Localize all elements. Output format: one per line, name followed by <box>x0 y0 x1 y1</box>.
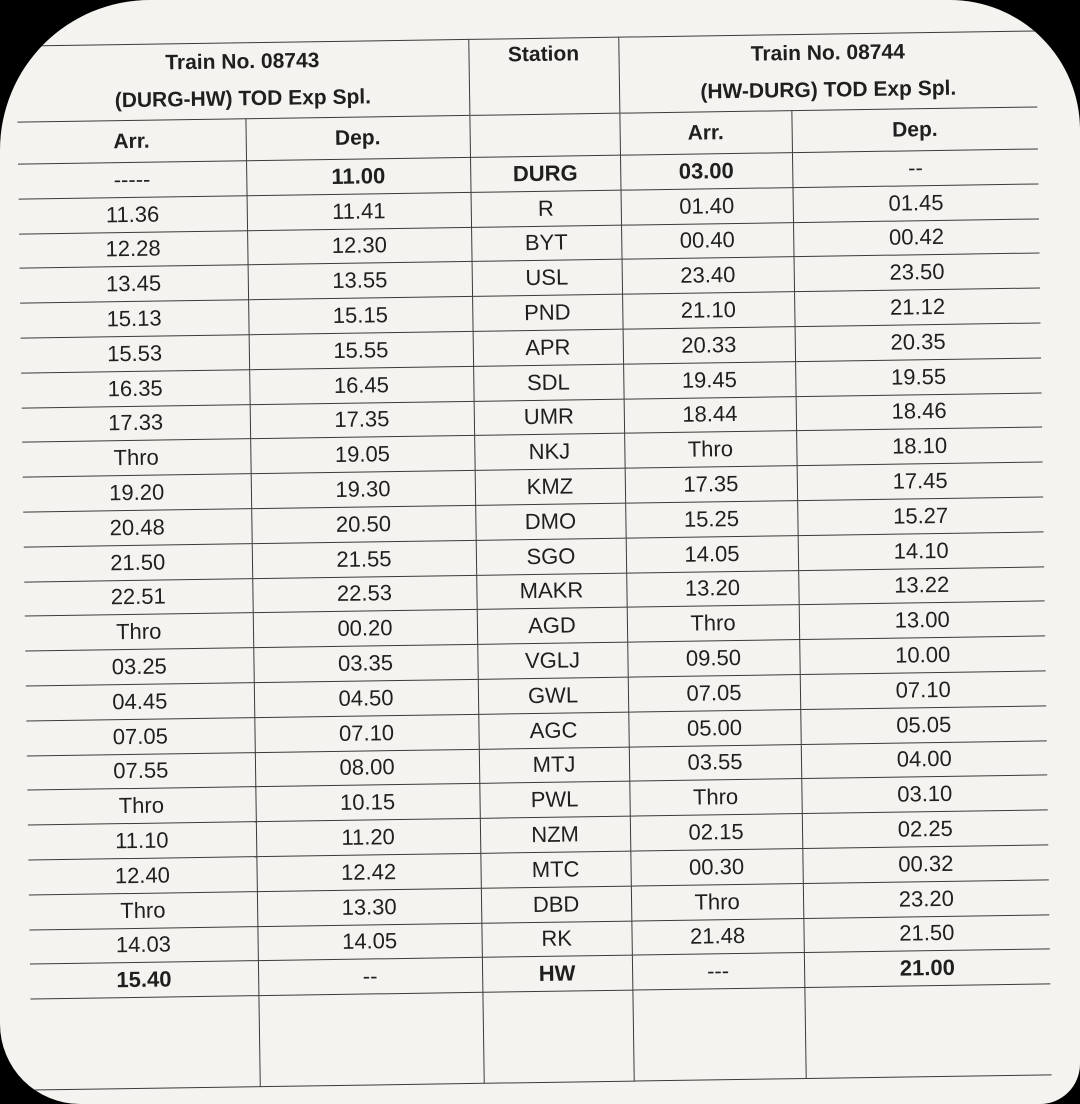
station-cell: NZM <box>480 816 630 853</box>
left-arr-cell: 11.10 <box>28 822 256 860</box>
right-arr-cell: 14.05 <box>626 535 798 572</box>
right-dep-cell: 14.10 <box>798 532 1045 570</box>
left-dep-cell: 15.55 <box>249 331 474 369</box>
left-arr-cell: 15.40 <box>30 961 258 999</box>
right-dep-cell: 21.50 <box>803 914 1050 952</box>
left-arr-cell: ----- <box>18 161 246 199</box>
left-train-route: (DURG-HW) TOD Exp Spl. <box>17 77 470 122</box>
station-cell: MTJ <box>479 747 629 784</box>
station-cell: SDL <box>473 364 623 401</box>
left-dep-cell: 20.50 <box>251 505 476 543</box>
station-cell: MTC <box>480 851 630 888</box>
timetable-sheet <box>16 30 1051 1090</box>
station-cell: BYT <box>471 225 621 262</box>
left-dep-cell: 10.15 <box>255 784 480 822</box>
left-arr-cell: 15.13 <box>20 300 248 338</box>
right-dep-cell: 23.20 <box>803 880 1050 918</box>
station-cell: AGC <box>478 712 628 749</box>
station-cell: PND <box>472 294 622 331</box>
timetable <box>16 30 1051 1090</box>
left-dep-cell: 04.50 <box>254 679 479 717</box>
right-dep-cell: 21.12 <box>794 288 1041 326</box>
station-cell: APR <box>473 329 623 366</box>
right-arr-cell: 13.20 <box>626 570 798 607</box>
station-cell: NKJ <box>474 434 624 471</box>
left-arr-cell: Thro <box>25 613 253 651</box>
station-column-header: Station <box>468 37 619 115</box>
left-dep-cell: 11.00 <box>246 157 471 195</box>
left-arr-cell: 17.33 <box>22 404 250 442</box>
station-cell: DBD <box>481 886 631 923</box>
left-dep-cell: -- <box>258 958 483 996</box>
timetable-body <box>18 149 1050 999</box>
right-arr-cell: 15.25 <box>625 501 797 538</box>
right-arr-cell: 18.44 <box>624 396 796 433</box>
left-dep-cell: 16.45 <box>249 366 474 404</box>
right-arr-cell: 23.40 <box>622 257 794 294</box>
right-dep-cell: 18.10 <box>796 427 1043 465</box>
right-dep-cell: 20.35 <box>795 323 1042 361</box>
left-arr-cell: 14.03 <box>29 926 257 964</box>
left-arr-cell: 07.05 <box>26 717 254 755</box>
right-arr-cell: 21.48 <box>631 918 803 955</box>
left-dep-cell: 22.53 <box>252 575 477 613</box>
left-dep-cell: 13.55 <box>248 262 473 300</box>
left-dep-header: Dep. <box>245 115 470 160</box>
station-cell: DURG <box>470 155 620 192</box>
right-arr-cell: 01.40 <box>621 187 793 224</box>
station-cell: VGLJ <box>477 642 627 679</box>
right-arr-cell: Thro <box>631 883 803 920</box>
station-cell: GWL <box>478 677 628 714</box>
right-dep-cell: 18.46 <box>796 393 1043 431</box>
station-cell: R <box>471 190 621 227</box>
right-dep-cell: 07.10 <box>800 671 1047 709</box>
station-cell: USL <box>472 260 622 297</box>
station-cell: SGO <box>476 538 626 575</box>
left-arr-cell: Thro <box>22 439 250 477</box>
blank-footer-row <box>30 984 1051 1090</box>
left-arr-cell: 12.40 <box>28 857 256 895</box>
right-dep-cell: 21.00 <box>804 949 1051 987</box>
left-dep-cell: 15.15 <box>248 297 473 335</box>
right-arr-cell: 03.55 <box>629 744 801 781</box>
right-arr-cell: 02.15 <box>630 814 802 851</box>
left-dep-cell: 03.35 <box>253 645 478 683</box>
station-cell: AGD <box>477 607 627 644</box>
right-arr-cell: 20.33 <box>623 327 795 364</box>
left-arr-cell: 11.36 <box>19 196 247 234</box>
left-arr-cell: 15.53 <box>21 335 249 373</box>
station-cell: PWL <box>479 781 629 818</box>
left-arr-header: Arr. <box>17 119 246 164</box>
right-dep-cell: 02.25 <box>802 810 1049 848</box>
station-cell: KMZ <box>475 468 625 505</box>
left-arr-cell: 07.55 <box>27 752 255 790</box>
right-dep-cell: 23.50 <box>794 253 1041 291</box>
left-arr-cell: 19.20 <box>23 474 251 512</box>
left-dep-cell: 19.05 <box>250 436 475 474</box>
right-arr-cell: 07.05 <box>628 675 800 712</box>
left-arr-cell: Thro <box>27 787 255 825</box>
left-dep-cell: 17.35 <box>250 401 475 439</box>
right-arr-cell: 17.35 <box>625 466 797 503</box>
right-arr-cell: Thro <box>629 779 801 816</box>
right-arr-cell: 19.45 <box>623 361 795 398</box>
right-dep-cell: 04.00 <box>801 740 1048 778</box>
right-dep-cell: 19.55 <box>795 358 1042 396</box>
left-train-number: Train No. 08743 <box>16 39 469 84</box>
left-arr-cell: 22.51 <box>24 578 252 616</box>
right-dep-cell: 15.27 <box>797 497 1044 535</box>
station-cell: MAKR <box>476 573 626 610</box>
station-subheader-blank <box>469 113 620 157</box>
right-arr-cell: 00.30 <box>630 848 802 885</box>
station-cell: RK <box>481 921 631 958</box>
right-dep-cell: 03.10 <box>801 775 1048 813</box>
left-dep-cell: 00.20 <box>253 610 478 648</box>
right-arr-cell: 21.10 <box>622 292 794 329</box>
right-dep-cell: 10.00 <box>799 636 1046 674</box>
right-dep-cell: 01.45 <box>793 184 1040 222</box>
station-cell: DMO <box>475 503 625 540</box>
right-dep-cell: 13.22 <box>798 566 1045 604</box>
right-arr-cell: 05.00 <box>628 709 800 746</box>
right-arr-header: Arr. <box>619 111 792 156</box>
left-arr-cell: 12.28 <box>19 230 247 268</box>
right-arr-cell: Thro <box>627 605 799 642</box>
left-dep-cell: 08.00 <box>255 749 480 787</box>
left-dep-cell: 14.05 <box>257 923 482 961</box>
right-train-number: Train No. 08744 <box>618 31 1037 75</box>
right-dep-cell: 13.00 <box>799 601 1046 639</box>
left-dep-cell: 19.30 <box>251 471 476 509</box>
right-dep-cell: 17.45 <box>797 462 1044 500</box>
right-arr-cell: 09.50 <box>627 640 799 677</box>
right-arr-cell: 03.00 <box>620 153 792 190</box>
left-dep-cell: 21.55 <box>252 540 477 578</box>
left-arr-cell: 04.45 <box>26 683 254 721</box>
left-dep-cell: 13.30 <box>257 888 482 926</box>
right-arr-cell: Thro <box>624 431 796 468</box>
left-dep-cell: 07.10 <box>254 714 479 752</box>
left-arr-cell: Thro <box>29 891 257 929</box>
right-dep-cell: 05.05 <box>800 706 1047 744</box>
left-arr-cell: 13.45 <box>20 265 248 303</box>
left-arr-cell: 20.48 <box>23 509 251 547</box>
right-dep-cell: -- <box>792 149 1039 187</box>
right-train-route: (HW-DURG) TOD Exp Spl. <box>619 69 1038 113</box>
left-arr-cell: 16.35 <box>21 369 249 407</box>
left-dep-cell: 12.42 <box>256 853 481 891</box>
station-cell: HW <box>482 955 632 992</box>
left-dep-cell: 11.41 <box>247 192 472 230</box>
right-arr-cell: --- <box>632 953 804 990</box>
left-dep-cell: 12.30 <box>247 227 472 265</box>
right-dep-cell: 00.42 <box>793 219 1040 257</box>
right-arr-cell: 00.40 <box>621 222 793 259</box>
left-dep-cell: 11.20 <box>256 818 481 856</box>
right-dep-cell: 00.32 <box>802 845 1049 883</box>
right-dep-header: Dep. <box>791 107 1038 153</box>
left-arr-cell: 21.50 <box>24 543 252 581</box>
station-cell: UMR <box>474 399 624 436</box>
left-arr-cell: 03.25 <box>25 648 253 686</box>
